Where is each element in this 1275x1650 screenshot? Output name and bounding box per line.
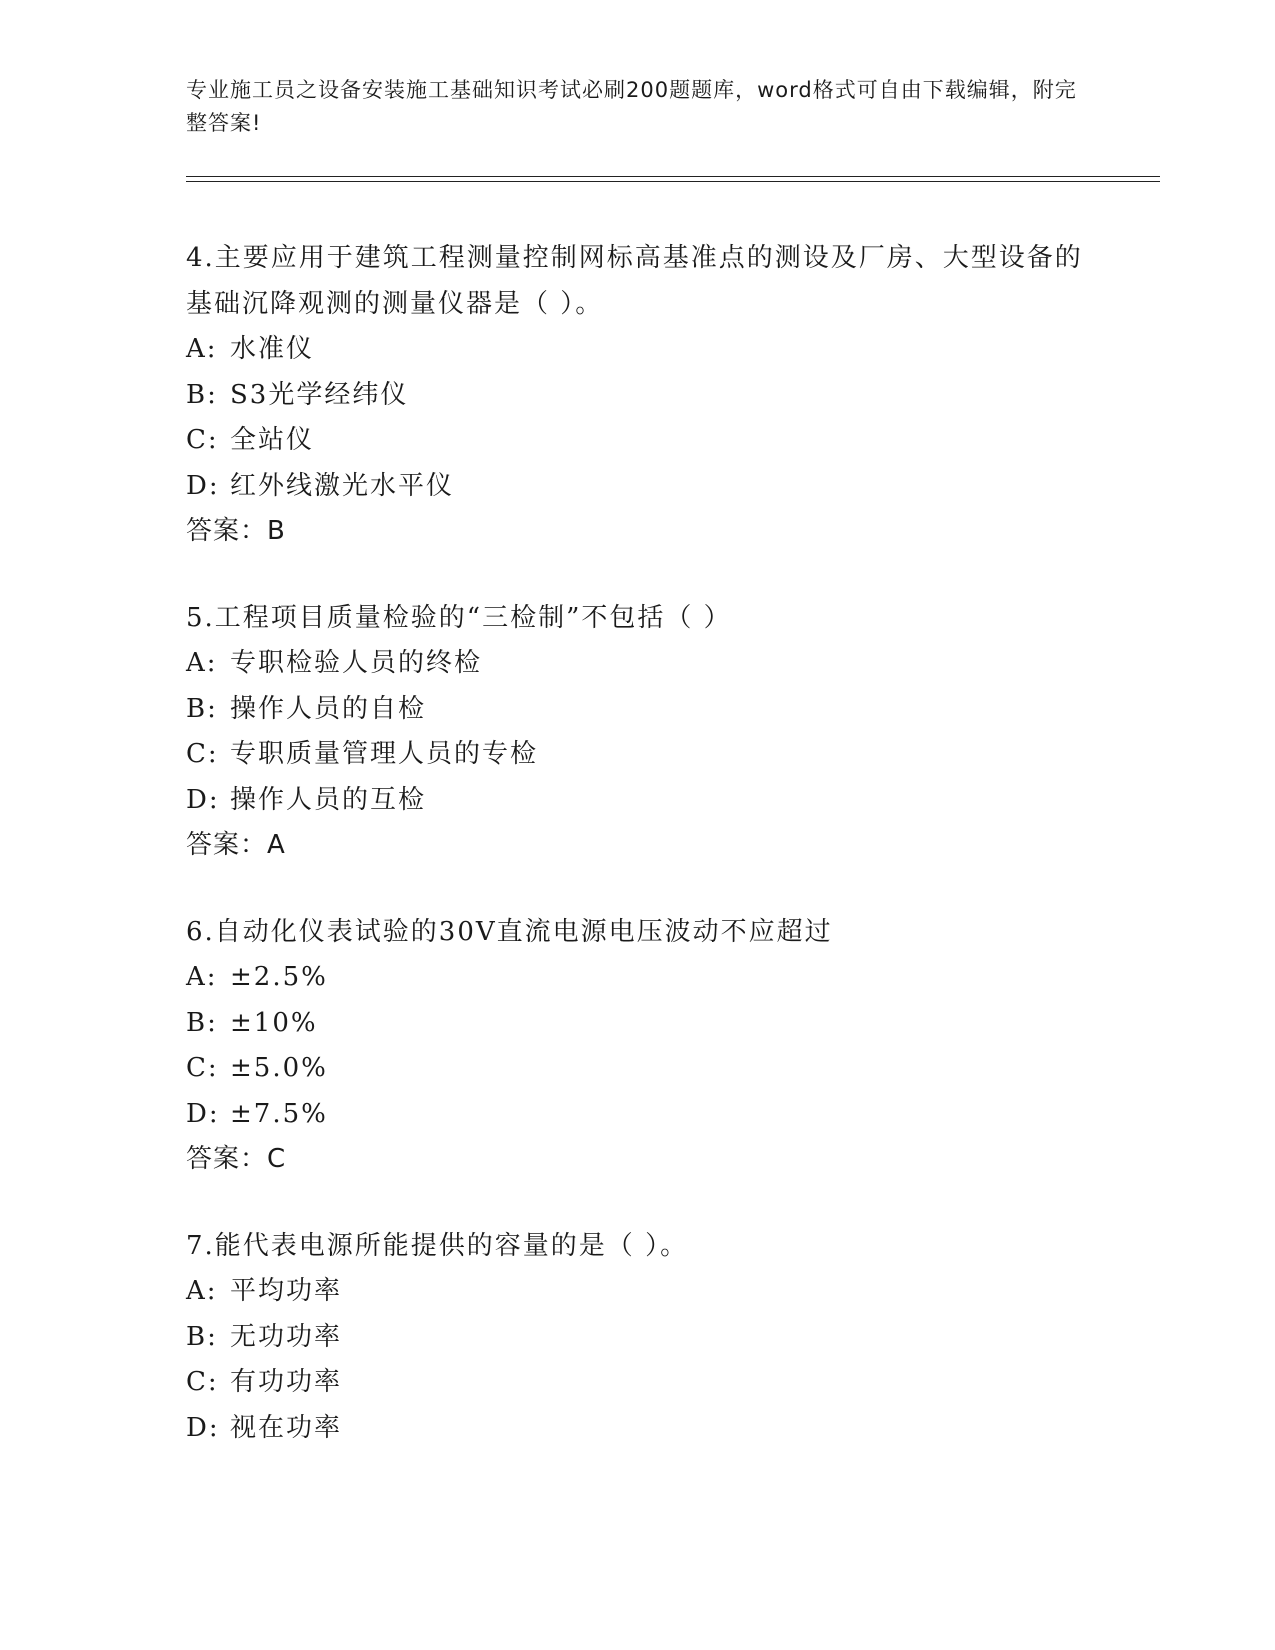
- option-c: [186, 1046, 1086, 1092]
- option-a: [186, 1269, 1086, 1315]
- header-divider-top: [186, 176, 1160, 177]
- answer-line: [186, 823, 1086, 869]
- option-text: 专职检验人员的终检: [230, 648, 483, 678]
- option-letter: B:: [186, 1321, 218, 1352]
- option-c: [186, 418, 1086, 464]
- option-letter: A:: [186, 962, 218, 992]
- option-text: 无功功率: [230, 1321, 343, 1352]
- question-title: 4.主要应用于建筑工程测量控制网标高基准点的测设及厂房、大型设备的基础沉降观测的测量仪器是（ ）。: [186, 243, 1083, 319]
- option-letter: C:: [186, 425, 219, 455]
- option-letter: A:: [186, 1276, 218, 1306]
- header-divider-bottom: [186, 181, 1160, 182]
- option-letter: B:: [186, 379, 218, 410]
- option-text: 有功功率: [230, 1367, 343, 1397]
- option-text: 水准仪: [230, 334, 315, 364]
- option-text: 全站仪: [230, 425, 315, 455]
- option-letter: B:: [186, 1007, 218, 1038]
- option-d: [186, 1406, 1086, 1452]
- option-d: [186, 464, 1086, 510]
- option-text: 视在功率: [230, 1412, 343, 1443]
- question-7: [186, 1224, 1086, 1452]
- option-c: [186, 732, 1086, 778]
- option-text: ±2.5%: [230, 962, 328, 992]
- option-text: 操作人员的自检: [230, 693, 427, 724]
- option-text: ±5.0%: [230, 1053, 328, 1083]
- question-5: [186, 596, 1086, 869]
- question-title: 6.自动化仪表试验的30V直流电源电压波动不应超过: [186, 916, 833, 947]
- option-text: 红外线激光水平仪: [230, 470, 455, 501]
- question-list: [186, 236, 1086, 1492]
- option-text: 操作人员的互检: [230, 784, 427, 815]
- question-title: 7.能代表电源所能提供的容量的是（ ）。: [186, 1230, 689, 1261]
- option-letter: C:: [186, 1367, 219, 1397]
- answer-label: 答案：: [186, 516, 268, 546]
- option-text: 专职质量管理人员的专检: [230, 739, 539, 769]
- option-letter: D:: [186, 1098, 220, 1129]
- option-d: [186, 778, 1086, 824]
- option-a: [186, 641, 1086, 687]
- option-letter: A:: [186, 334, 218, 364]
- option-letter: D:: [186, 470, 220, 501]
- option-b: [186, 373, 1086, 419]
- option-b: [186, 1315, 1086, 1361]
- question-6: [186, 910, 1086, 1183]
- answer-label: 答案：: [186, 1144, 268, 1174]
- option-letter: A:: [186, 648, 218, 678]
- option-letter: B:: [186, 693, 218, 724]
- option-text: ±10%: [230, 1007, 318, 1038]
- option-text: 平均功率: [230, 1276, 343, 1306]
- option-a: [186, 327, 1086, 373]
- option-d: [186, 1092, 1086, 1138]
- option-text: S3光学经纬仪: [230, 379, 409, 410]
- option-letter: D:: [186, 1412, 220, 1443]
- option-letter: C:: [186, 739, 219, 769]
- answer-value: B: [267, 516, 286, 546]
- option-a: [186, 955, 1086, 1001]
- option-text: ±7.5%: [230, 1098, 328, 1129]
- option-b: [186, 687, 1086, 733]
- answer-label: 答案：: [186, 830, 268, 860]
- answer-line: [186, 1137, 1086, 1183]
- option-letter: C:: [186, 1053, 219, 1083]
- question-title: 5.工程项目质量检验的“三检制”不包括（ ）: [186, 602, 732, 633]
- option-b: [186, 1001, 1086, 1047]
- answer-line: [186, 509, 1086, 555]
- question-4: [186, 236, 1086, 555]
- answer-value: C: [267, 1144, 287, 1174]
- option-letter: D:: [186, 784, 220, 815]
- answer-value: A: [267, 830, 286, 860]
- option-c: [186, 1360, 1086, 1406]
- document-header: 专业施工员之设备安装施工基础知识考试必刷200题题库，word格式可自由下载编辑，附完整答案!: [186, 78, 1077, 135]
